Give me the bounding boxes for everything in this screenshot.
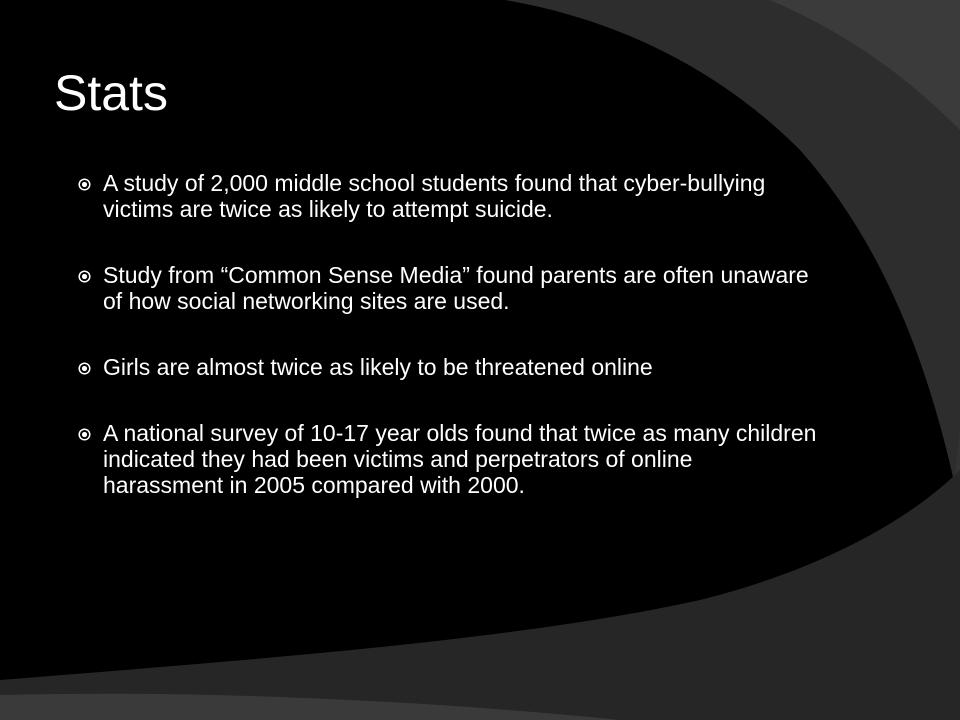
circled-dot-icon bbox=[78, 178, 91, 191]
bullet-item bbox=[78, 420, 818, 498]
bullet-item bbox=[78, 262, 818, 314]
circled-dot-icon bbox=[78, 362, 91, 375]
bullet-text: A study of 2,000 middle school students found that cyber-bullying victims are twice as likely to attempt suicide. bbox=[103, 170, 766, 222]
bullet-text: Girls are almost twice as likely to be threatened online bbox=[103, 354, 653, 380]
circled-dot-icon bbox=[78, 428, 91, 441]
bullet-text: A national survey of 10-17 year olds found that twice as many children indicated they had been victims and perpetrators of online harassment in 2005 compared with 2000. bbox=[103, 420, 817, 498]
bullet-item bbox=[78, 170, 818, 222]
bullet-item bbox=[78, 354, 818, 380]
circled-dot-icon bbox=[78, 270, 91, 283]
bullet-list bbox=[78, 170, 818, 538]
slide-title: Stats bbox=[54, 65, 168, 121]
bullet-text: Study from “Common Sense Media” found parents are often unaware of how social networking sites are used. bbox=[103, 262, 809, 314]
